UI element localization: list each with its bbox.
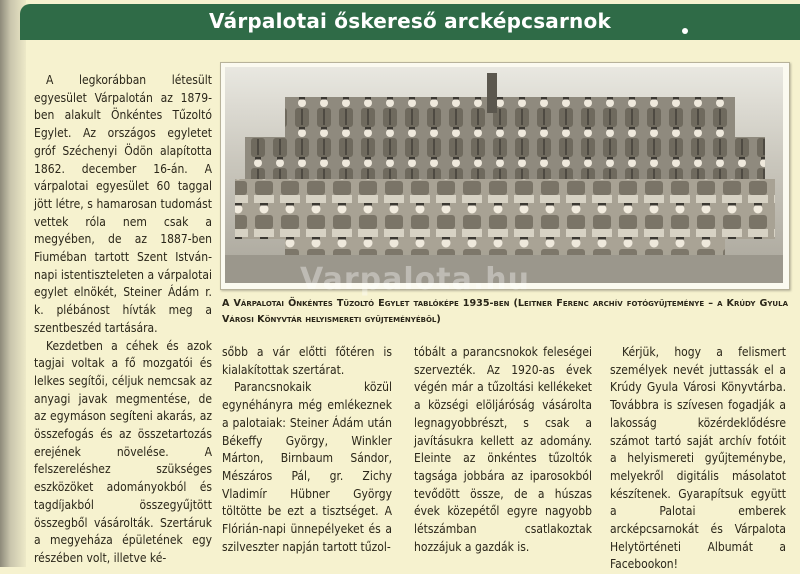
text-column-3 [414,344,592,556]
header-dot [682,28,688,34]
paragraph: sőbb a vár előtti főtéren is kialakítottak szertárat. [222,345,392,377]
paragraph: tóbált a parancsnokok feleségei szervezték. Az 1920-as évek végén már a tűzoltási kellékeket a községi elöljáróság vásárolta legnagyobbrészt, s csak a javításukra kellett az adomány. Eleinte az önkéntes tűzoltók tagsága jobbára az iparosokból tevődött össze, de a húszas évek közepétől egyre nagyobb létszámban csatlakoztak hozzájuk a gazdák is. [414,345,592,554]
paragraph: Parancsnokaik közül egynéhányra még emlékeznek a palotaiak: Steiner Ádám után Békeffy György, Winkler Márton, Birnbaum Sándor, Mészáros Pál, gr. Zichy Vladimír Hübner György töltötte be ezt a tisztséget. A Flórián-napi ünnepélyeket és a szilveszter napján tartott tűzol- [222,380,392,554]
text-column-4 [610,344,786,574]
page-gutter-shadow [0,0,26,567]
article-header-bar [20,4,800,40]
group-photo [225,67,783,283]
group-photo-frame [220,62,790,290]
paragraph: Kezdetben a céhek és azok tagjai voltak a fő mozgatói és lelkes segítői, céljuk nemcsak az anyagi javak megmentése, de az egymáson segíteni akarás, az összefogás és az összetartozás erejének növelése. A felszereléshez szükséges eszközöket adományokból és tagdíjakból összegyűjtött összegből vásárolták. Szertáruk a megyeháza épületének egy részében volt, illetve ké- [34,338,212,565]
text-column-2 [222,344,392,556]
watermark-text: Varpalota.hu [300,262,530,297]
photo-caption: A Várpalotai Önkéntes Tűzoltó Egylet tablóképe 1935-ben (Leitner Ferenc archív fotógyűjteménye – a Krúdy Gyula Városi Könyvtár helyismereti gyűjteményéből) [222,298,788,325]
text-column-1 [34,72,212,568]
paragraph: Kérjük, hogy a felismert személyek nevét juttassák el a Krúdy Gyula Városi Könyvtárba. Továbbra is szívesen fogadják a lakosság közérdeklődésre számot tartó saját archív fotóit a helyismereti gyűjteménybe, melyekről digitális másolatot készítenek. Gyarapítsuk együtt a Palotai emberek arcképcsarnokát és Várpalota Helytörténeti Albumát a Facebookon! [610,345,786,572]
article-title: Várpalotai őskereső arcképcsarnok [209,9,611,33]
paragraph: A legkorábban létesült egyesület Várpalotán az 1879-ben alakult Önkéntes Tűzoltó Egylet. Az országos egyletet gróf Széchenyi Ödön alapította 1862. december 16-án. A várpalotai egyesület 60 taggal jött létre, s hamarosan tudomást vettek róla nem csak a megyében, de az 1887-ben Fiuméban tartott Szent István-napi istentiszteleten a várpalotai egylet elnökét, Steiner Ádám r. k. plébánost hívták meg a szentbeszéd tartására. [34,73,212,335]
